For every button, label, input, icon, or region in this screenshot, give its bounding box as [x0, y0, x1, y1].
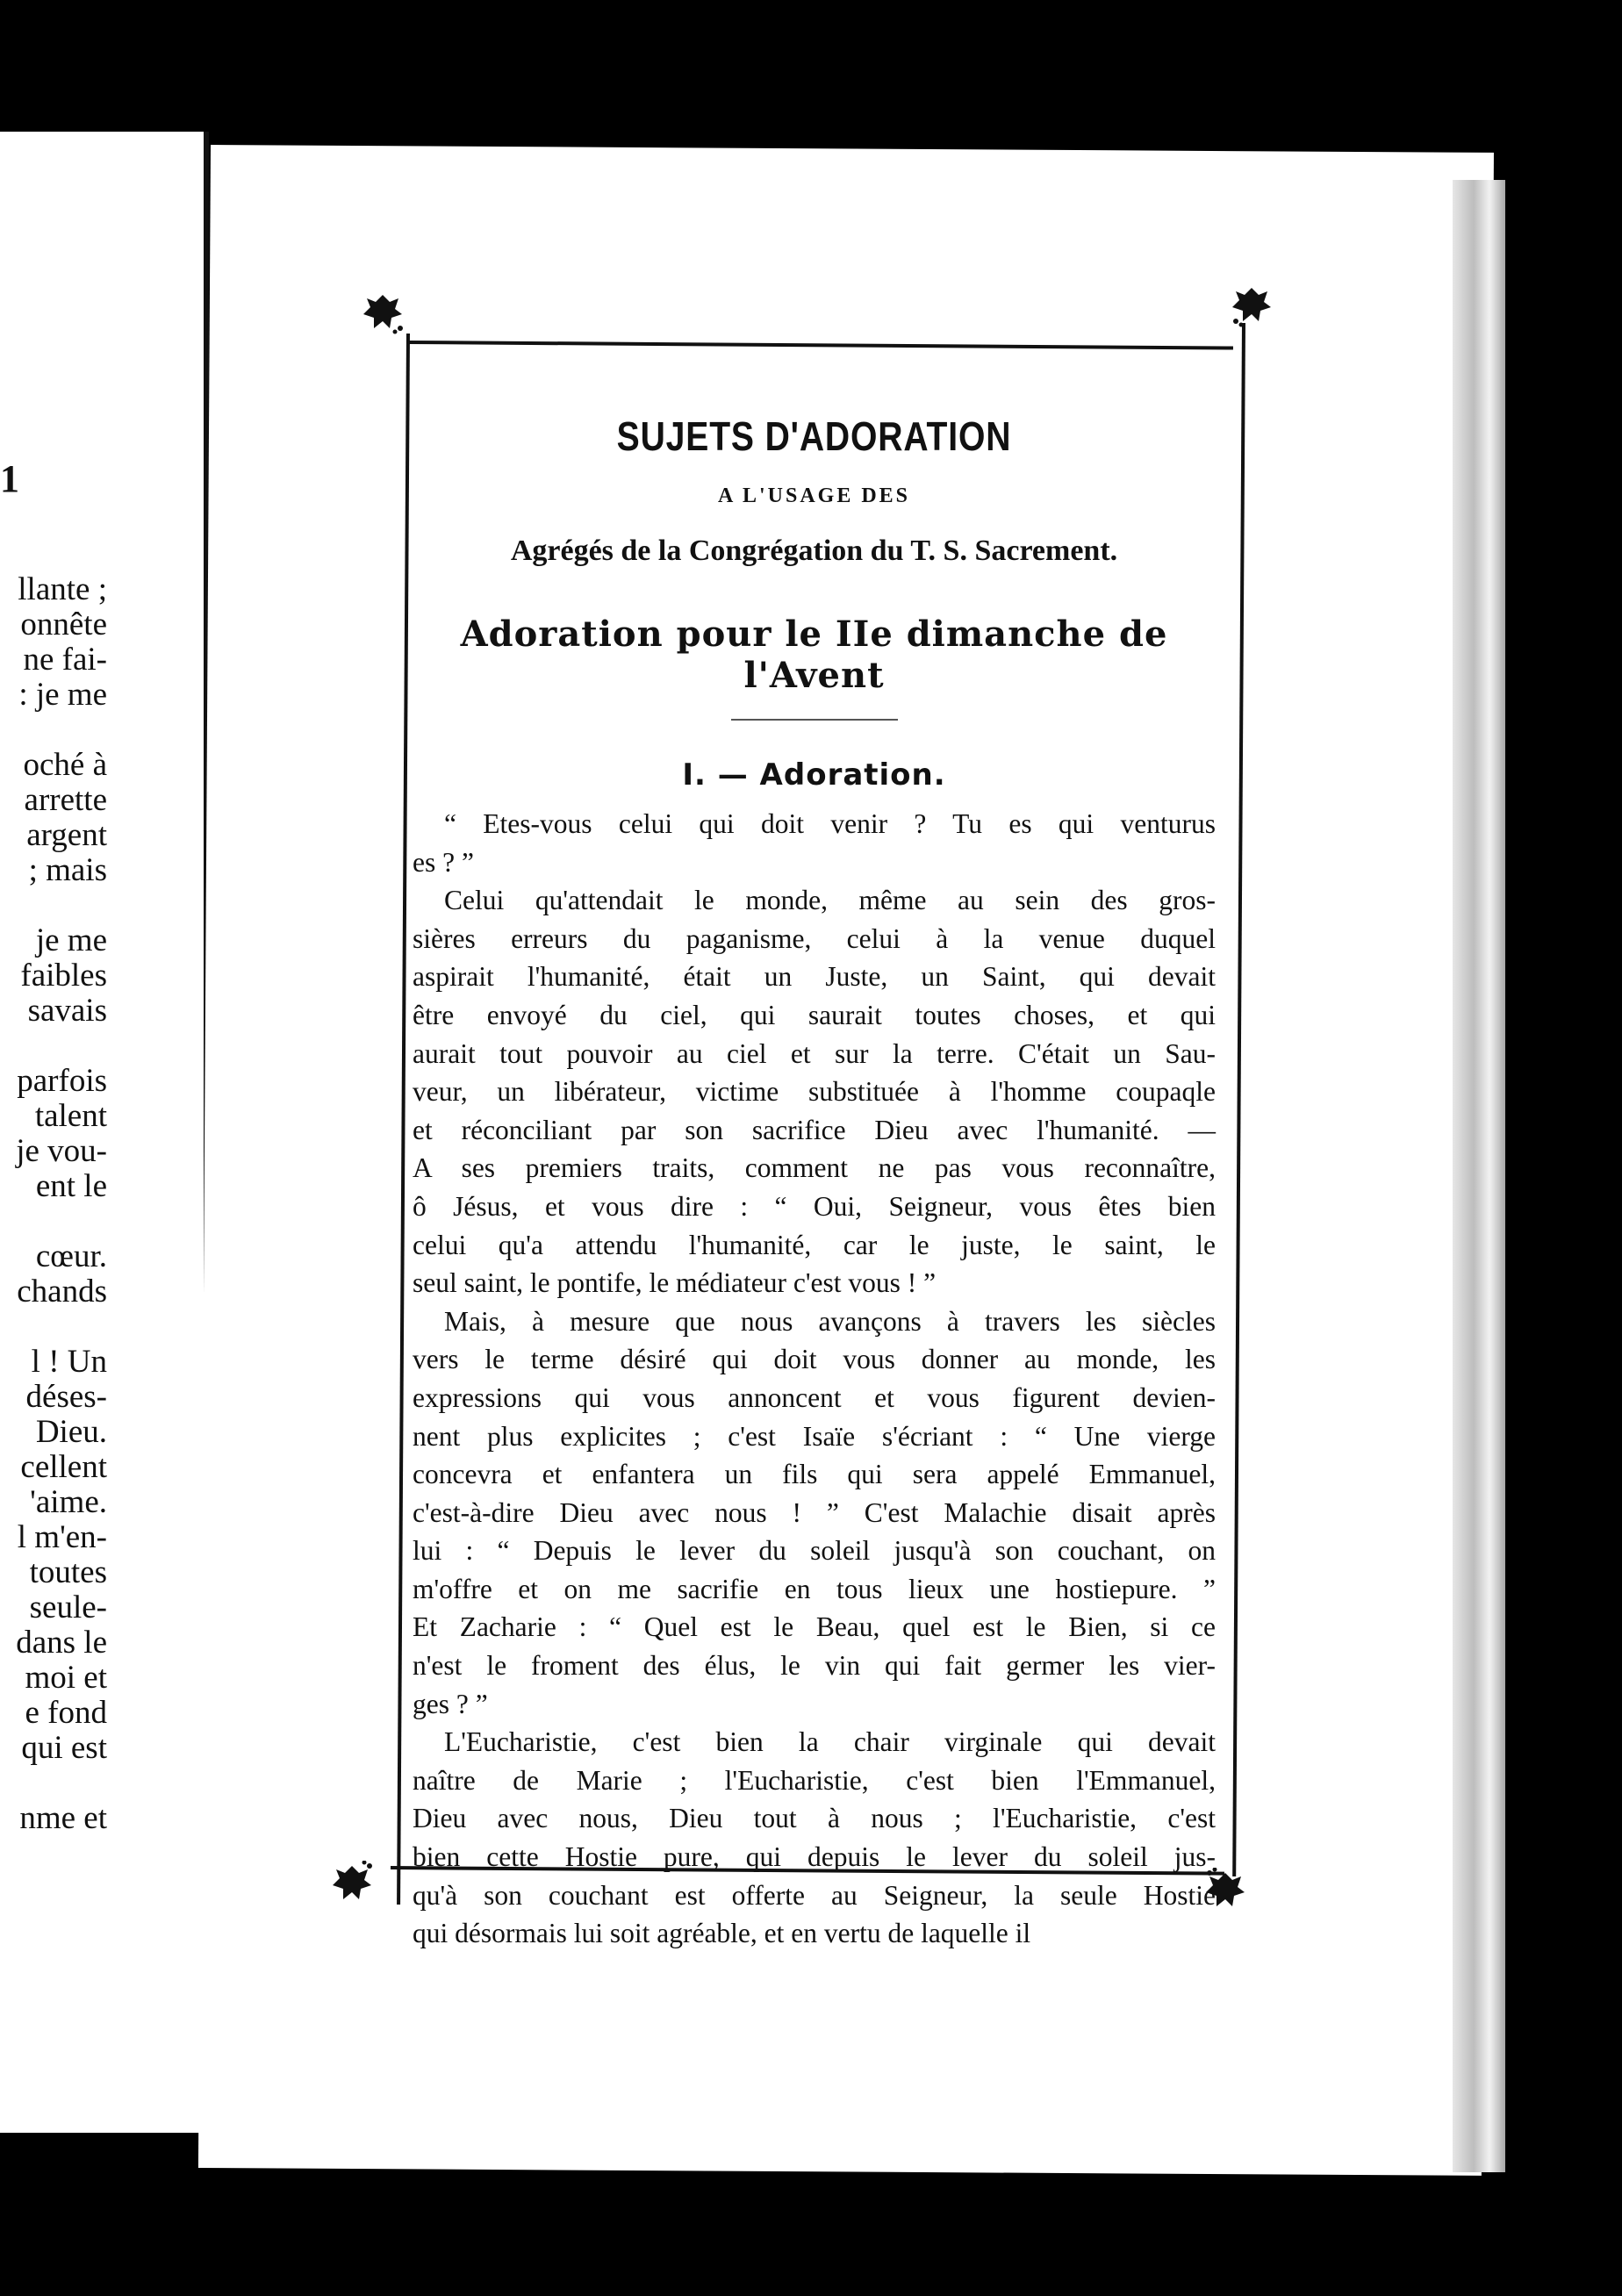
left-page-line: onnête: [20, 606, 107, 642]
text-line: “ Etes-vous celui qui doit venir ? Tu es qui venturus: [444, 808, 1216, 839]
left-page-line: argent: [26, 817, 107, 853]
paragraph: [413, 881, 1216, 1302]
text-line: ô Jésus, et vous dire : “ Oui, Seigneur, vous êtes bien: [413, 1190, 1216, 1222]
page-content: [413, 413, 1216, 1953]
left-page-line: chands: [17, 1274, 107, 1309]
paragraph: [413, 1302, 1216, 1724]
left-page-line: seule-: [29, 1589, 107, 1625]
frame-top-line: [408, 341, 1233, 350]
text-line: vers le terme désiré qui doit vous donner au monde, les: [413, 1344, 1216, 1375]
body-text: [413, 805, 1216, 1953]
subtitle-small: A L'USAGE DES: [717, 484, 911, 507]
left-page-line: e fond: [25, 1695, 107, 1731]
left-page-line: : je me: [18, 677, 107, 713]
left-page-line: toutes: [29, 1554, 107, 1590]
text-line: L'Eucharistie, c'est bien la chair virginale qui devait: [444, 1726, 1216, 1758]
left-page-line: oché à: [23, 747, 107, 783]
left-page-line: arrette: [24, 782, 107, 818]
text-line: aspirait l'humanité, était un Juste, un Saint, qui devait: [413, 961, 1216, 993]
left-page-line: parfois: [17, 1063, 107, 1099]
text-line: Mais, à mesure que nous avançons à travers les siècles: [444, 1305, 1216, 1337]
text-line: n'est le froment des élus, le vin qui fait germer les vier-: [413, 1650, 1216, 1682]
text-line: et réconciliant par son sacrifice Dieu avec l'humanité. —: [413, 1114, 1216, 1145]
subtitle-large: Agrégés de la Congrégation du T. S. Sacrement.: [510, 535, 1118, 567]
text-line: concevra et enfantera un fils qui sera appelé Emmanuel,: [413, 1459, 1216, 1490]
text-line: ges ? ”: [413, 1688, 488, 1719]
left-page-line: ent le: [35, 1168, 107, 1204]
text-line: naître de Marie ; l'Eucharistie, c'est bien l'Emmanuel,: [413, 1764, 1216, 1796]
left-page-line: faibles: [20, 958, 107, 994]
text-line: lui : “ Depuis le lever du soleil jusqu'à son couchant, on: [413, 1535, 1216, 1567]
left-page-line: llante ;: [18, 571, 107, 607]
text-line: être envoyé du ciel, qui saurait toutes choses, et qui: [413, 999, 1216, 1030]
frame-left-line: [397, 334, 410, 1905]
left-page-line: moi et: [25, 1660, 107, 1696]
paragraph: [413, 805, 1216, 881]
section-title: Adoration pour le IIe dimanche de l'Avent: [460, 613, 1168, 696]
text-line: seul saint, le pontife, le médiateur c'est vous ! ”: [413, 1267, 937, 1299]
divider-rule: [731, 719, 898, 721]
left-page-line: Dieu.: [35, 1414, 107, 1450]
text-line: Dieu avec nous, Dieu tout à nous ; l'Eucharistie, c'est: [413, 1803, 1216, 1834]
left-page-line: 1: [0, 457, 19, 500]
left-page-line: dans le: [16, 1625, 107, 1661]
left-page-line: 'aime.: [30, 1484, 107, 1520]
left-page-line: l m'en-: [17, 1519, 107, 1555]
text-line: Celui qu'attendait le monde, même au sein des gros-: [444, 885, 1216, 916]
page-title: SUJETS D'ADORATION: [616, 413, 1012, 459]
text-line: nent plus explicites ; c'est Isaïe s'écriant : “ Une vierge: [413, 1420, 1216, 1452]
page-edge: [1453, 180, 1505, 2172]
text-line: bien cette Hostie pure, qui depuis le lever du soleil jus-: [413, 1841, 1216, 1873]
left-page-line: qui est: [21, 1730, 107, 1766]
paragraph: [413, 1723, 1216, 1953]
text-line: aurait tout pouvoir au ciel et sur la terre. C'était un Sau-: [413, 1037, 1216, 1069]
text-line: es ? ”: [413, 846, 474, 878]
left-page-line: je me: [35, 922, 107, 958]
left-page-line: savais: [27, 993, 107, 1029]
left-page-line: déses-: [25, 1379, 107, 1415]
left-page-line: l ! Un: [31, 1344, 107, 1380]
left-page-line: nme et: [19, 1800, 107, 1836]
left-page-line: talent: [34, 1098, 107, 1134]
text-line: qu'à son couchant est offerte au Seigneur, la seule Hostie: [413, 1879, 1216, 1911]
text-line: expressions qui vous annoncent et vous figurent devien-: [413, 1381, 1216, 1413]
text-line: veur, un libérateur, victime substituée à l'homme coupaqle: [413, 1076, 1216, 1108]
text-line: m'offre et on me sacrifie en tous lieux une hostiepure. ”: [413, 1573, 1216, 1604]
vine-leaf-icon: [1229, 283, 1274, 328]
text-line: sières erreurs du paganisme, celui à la venue duquel: [413, 922, 1216, 954]
heading: I. — Adoration.: [682, 757, 946, 793]
vine-leaf-icon: [360, 290, 406, 335]
text-line: celui qu'a attendu l'humanité, car le juste, le saint, le: [413, 1229, 1216, 1260]
text-line: A ses premiers traits, comment ne pas vous reconnaître,: [413, 1152, 1216, 1184]
left-page-line: ne fai-: [23, 642, 107, 678]
left-page-line: cœur.: [35, 1238, 107, 1274]
text-line: qui désormais lui soit agréable, et en vertu de laquelle il: [413, 1918, 1031, 1949]
left-page-line: ; mais: [28, 852, 107, 888]
left-page-line: je vou-: [16, 1133, 107, 1169]
text-line: c'est-à-dire Dieu avec nous ! ” C'est Malachie disait après: [413, 1496, 1216, 1528]
text-line: Et Zacharie : “ Quel est le Beau, quel est le Bien, si ce: [413, 1611, 1216, 1643]
left-page-line: cellent: [20, 1449, 107, 1485]
vine-leaf-icon: [329, 1861, 375, 1906]
